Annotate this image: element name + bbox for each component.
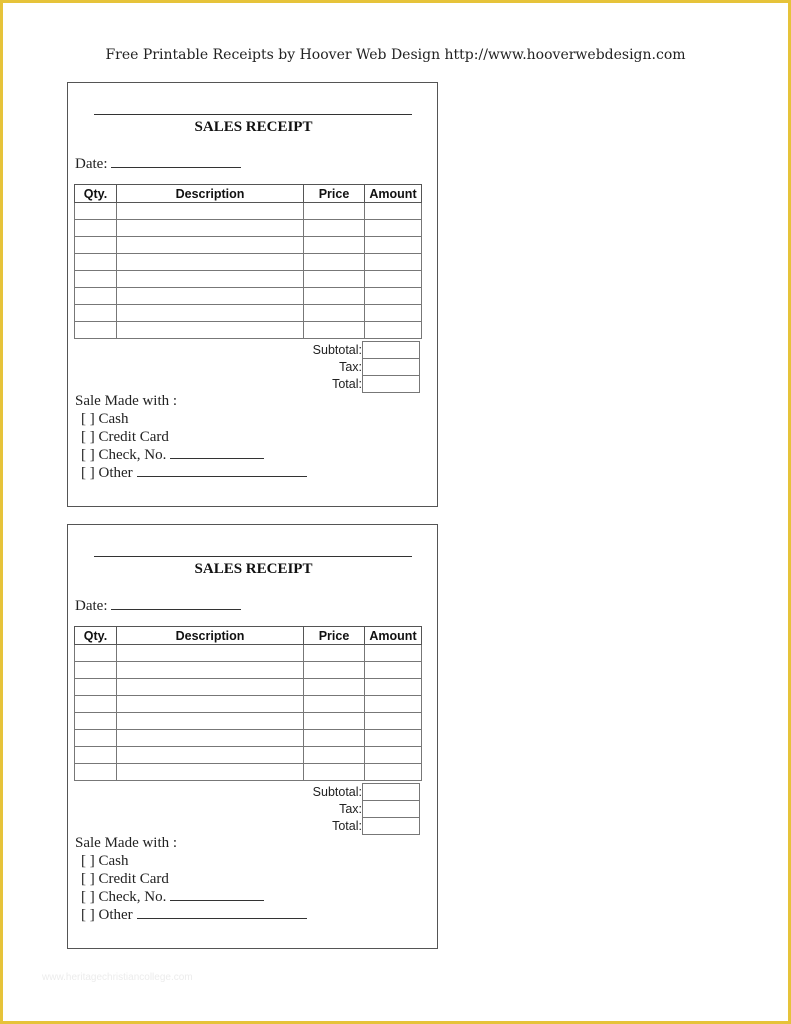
check-label: [ ] Check, No.: [81, 447, 167, 463]
cell-amount: [365, 254, 422, 271]
table-row: [75, 220, 422, 237]
payment-option-other: [81, 906, 307, 924]
table-header-row: [75, 185, 422, 203]
cell-description: [117, 645, 304, 662]
col-qty: Qty.: [75, 185, 117, 203]
cell-qty: [75, 322, 117, 339]
date-blank: [111, 155, 241, 168]
table-row: [75, 203, 422, 220]
table-row: [75, 730, 422, 747]
payment-section: [75, 392, 307, 482]
payment-option-check: [81, 446, 307, 464]
cell-price: [304, 696, 365, 713]
col-price: Price: [304, 185, 365, 203]
date-blank: [111, 597, 241, 610]
cell-qty: [75, 764, 117, 781]
cell-price: [304, 645, 365, 662]
table-row: [75, 747, 422, 764]
cell-description: [117, 764, 304, 781]
cell-price: [304, 662, 365, 679]
cell-amount: [365, 288, 422, 305]
cell-price: [304, 679, 365, 696]
tax-box: [363, 359, 420, 376]
cell-description: [117, 288, 304, 305]
total-row: [74, 818, 420, 835]
table-row: [75, 679, 422, 696]
payment-option-cash: [ ] Cash: [81, 411, 129, 427]
total-label: Total:: [332, 377, 362, 391]
check-number-blank: [170, 446, 264, 459]
table-row: [75, 713, 422, 730]
cell-description: [117, 696, 304, 713]
table-body: [75, 645, 422, 781]
cell-amount: [365, 271, 422, 288]
table-row: [75, 254, 422, 271]
cell-qty: [75, 730, 117, 747]
subtotal-box: [363, 342, 420, 359]
col-amount: Amount: [365, 185, 422, 203]
cell-amount: [365, 747, 422, 764]
tax-box: [363, 801, 420, 818]
col-price: Price: [304, 627, 365, 645]
cell-qty: [75, 713, 117, 730]
totals-table: [74, 341, 420, 393]
table-row: [75, 305, 422, 322]
cell-amount: [365, 679, 422, 696]
receipt-form-1: [67, 82, 438, 507]
cell-description: [117, 662, 304, 679]
cell-price: [304, 220, 365, 237]
total-row: [74, 376, 420, 393]
table-row: [75, 645, 422, 662]
cell-price: [304, 322, 365, 339]
col-description: Description: [117, 627, 304, 645]
cell-amount: [365, 662, 422, 679]
total-box: [363, 376, 420, 393]
cell-description: [117, 730, 304, 747]
cell-amount: [365, 237, 422, 254]
cell-qty: [75, 662, 117, 679]
cell-description: [117, 305, 304, 322]
cell-qty: [75, 305, 117, 322]
cell-amount: [365, 696, 422, 713]
cell-qty: [75, 696, 117, 713]
payment-label: Sale Made with :: [75, 835, 178, 851]
subtotal-label: Subtotal:: [312, 785, 362, 799]
cell-price: [304, 747, 365, 764]
cell-amount: [365, 220, 422, 237]
cell-description: [117, 220, 304, 237]
cell-amount: [365, 305, 422, 322]
cell-qty: [75, 203, 117, 220]
company-name-line: [94, 556, 412, 557]
cell-qty: [75, 679, 117, 696]
payment-section: [75, 834, 307, 924]
tax-label: Tax:: [339, 802, 362, 816]
cell-qty: [75, 747, 117, 764]
table-row: [75, 662, 422, 679]
cell-amount: [365, 645, 422, 662]
cell-amount: [365, 322, 422, 339]
table-row: [75, 288, 422, 305]
cell-amount: [365, 713, 422, 730]
table-row: [75, 237, 422, 254]
check-number-blank: [170, 888, 264, 901]
table-row: [75, 271, 422, 288]
tax-label: Tax:: [339, 360, 362, 374]
cell-description: [117, 679, 304, 696]
other-label: [ ] Other: [81, 907, 133, 923]
cell-description: [117, 237, 304, 254]
cell-qty: [75, 237, 117, 254]
table-header-row: [75, 627, 422, 645]
cell-description: [117, 271, 304, 288]
cell-price: [304, 713, 365, 730]
cell-price: [304, 305, 365, 322]
cell-description: [117, 747, 304, 764]
page-header: Free Printable Receipts by Hoover Web Design http://www.hooverwebdesign.com: [105, 47, 686, 63]
cell-description: [117, 713, 304, 730]
subtotal-row: [74, 784, 420, 801]
payment-option-credit-card: [ ] Credit Card: [81, 871, 169, 887]
cell-price: [304, 764, 365, 781]
receipt-title: SALES RECEIPT: [194, 561, 313, 577]
check-label: [ ] Check, No.: [81, 889, 167, 905]
table-row: [75, 322, 422, 339]
date-field: [75, 155, 241, 173]
cell-qty: [75, 220, 117, 237]
cell-qty: [75, 288, 117, 305]
tax-row: [74, 801, 420, 818]
cell-price: [304, 237, 365, 254]
cell-price: [304, 730, 365, 747]
other-blank: [137, 906, 307, 919]
payment-label: Sale Made with :: [75, 393, 178, 409]
other-label: [ ] Other: [81, 465, 133, 481]
cell-description: [117, 322, 304, 339]
cell-price: [304, 203, 365, 220]
table-row: [75, 696, 422, 713]
tax-row: [74, 359, 420, 376]
payment-option-check: [81, 888, 307, 906]
cell-qty: [75, 271, 117, 288]
cell-amount: [365, 764, 422, 781]
payment-option-cash: [ ] Cash: [81, 853, 129, 869]
cell-qty: [75, 254, 117, 271]
payment-option-credit-card: [ ] Credit Card: [81, 429, 169, 445]
watermark: www.heritagechristiancollege.com: [42, 972, 193, 983]
items-table: [74, 626, 422, 781]
date-label: Date:: [75, 156, 108, 172]
total-label: Total:: [332, 819, 362, 833]
cell-amount: [365, 730, 422, 747]
table-row: [75, 764, 422, 781]
cell-price: [304, 254, 365, 271]
receipt-title: SALES RECEIPT: [194, 119, 313, 135]
subtotal-box: [363, 784, 420, 801]
cell-amount: [365, 203, 422, 220]
payment-option-other: [81, 464, 307, 482]
col-amount: Amount: [365, 627, 422, 645]
receipt-form-2: [67, 524, 438, 949]
cell-description: [117, 203, 304, 220]
table-body: [75, 203, 422, 339]
col-description: Description: [117, 185, 304, 203]
cell-price: [304, 271, 365, 288]
items-table: [74, 184, 422, 339]
cell-qty: [75, 645, 117, 662]
subtotal-row: [74, 342, 420, 359]
total-box: [363, 818, 420, 835]
date-field: [75, 597, 241, 615]
company-name-line: [94, 114, 412, 115]
date-label: Date:: [75, 598, 108, 614]
other-blank: [137, 464, 307, 477]
cell-price: [304, 288, 365, 305]
subtotal-label: Subtotal:: [312, 343, 362, 357]
col-qty: Qty.: [75, 627, 117, 645]
totals-table: [74, 783, 420, 835]
cell-description: [117, 254, 304, 271]
